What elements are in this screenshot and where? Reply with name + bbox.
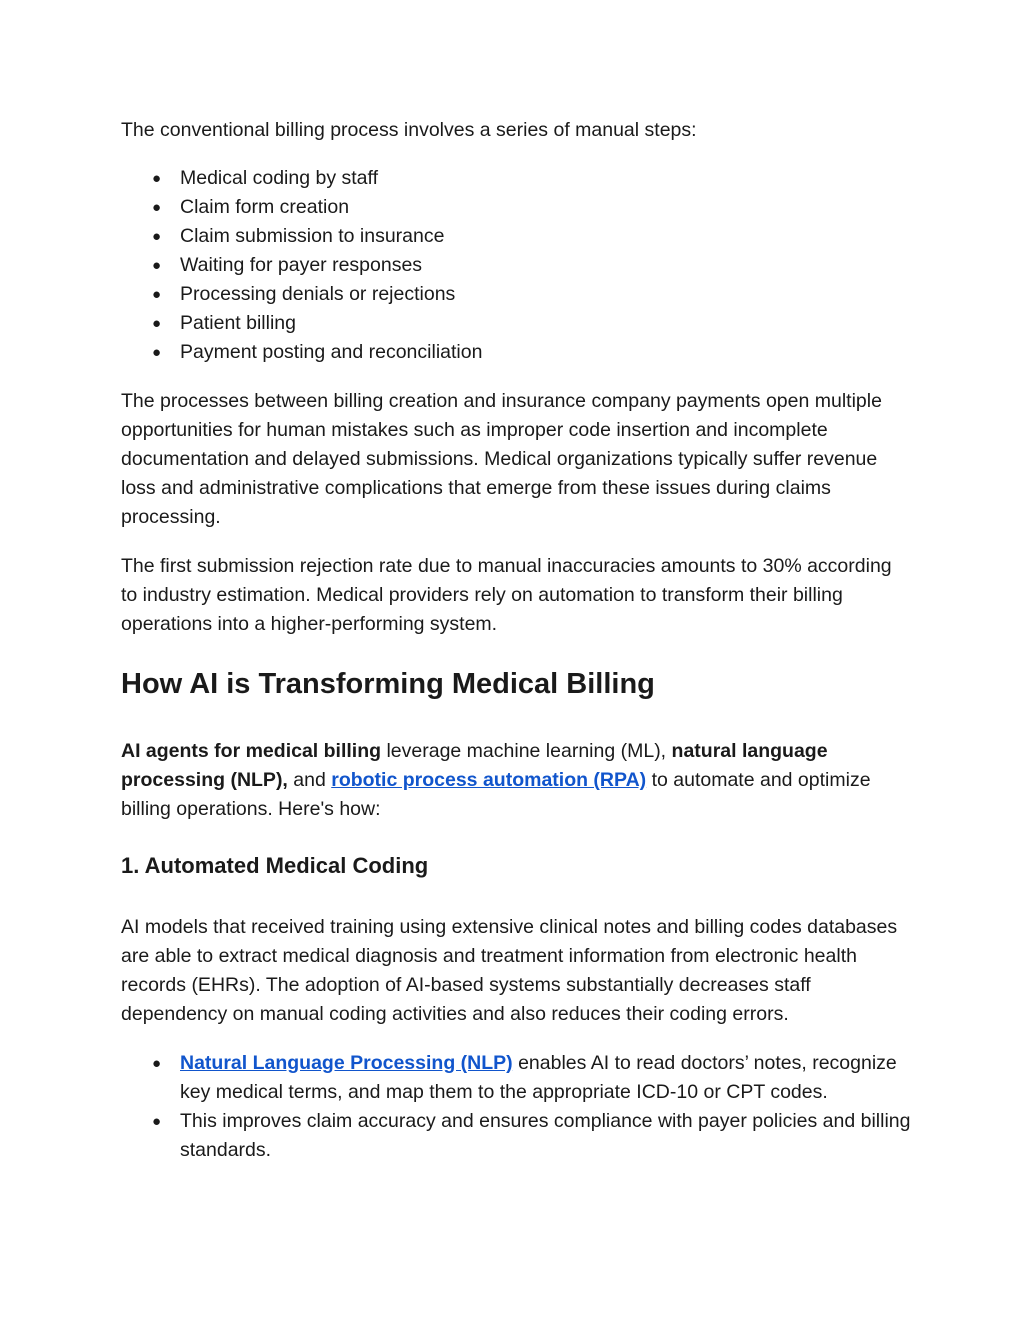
coding-paragraph: AI models that received training using extensive clinical notes and billing codes databases are able to extract medical diagnosis and treatment information from electronic health records (EHRs). The adoption of AI-based systems substantially decreases staff dependency on manual coding activities and also reduces their coding errors.	[121, 916, 898, 1025]
section-heading: How AI is Transforming Medical Billing	[121, 668, 655, 700]
list-item: ● Patient billing	[121, 309, 911, 338]
subsection-heading: 1. Automated Medical Coding	[121, 853, 429, 878]
list-item: ● Claim form creation	[121, 193, 911, 222]
bullet-icon: ●	[152, 1055, 162, 1072]
list-item: ● Natural Language Processing (NLP) enables AI to read doctors’ notes, recognize key medical terms, and map them to the appropriate ICD-10 or CPT codes.	[121, 1049, 911, 1107]
bullet-icon: ●	[152, 257, 162, 274]
bullet-icon: ●	[152, 199, 162, 216]
bullet-icon: ●	[152, 315, 162, 332]
list-item: ● This improves claim accuracy and ensures compliance with payer policies and billing standards.	[121, 1107, 911, 1165]
rpa-link[interactable]: robotic process automation (RPA)	[331, 769, 647, 791]
list-item: ● Payment posting and reconciliation	[121, 338, 911, 367]
bold-nlp: natural language processing (NLP),	[121, 740, 828, 791]
document-content	[121, 116, 911, 1185]
manual-steps-list	[121, 164, 911, 367]
bold-ai-agents: AI agents for medical billing	[121, 740, 382, 762]
bullet-icon: ●	[152, 286, 162, 303]
billing-issues-paragraph: The processes between billing creation and insurance company payments open multiple opportunities for human mistakes such as improper code insertion and incomplete documentation and delayed submissions. Medical organizations typically suffer revenue loss and administrative complications that emerge from these issues during claims processing.	[121, 390, 882, 528]
nlp-link[interactable]: Natural Language Processing (NLP)	[180, 1052, 513, 1074]
bullet-icon: ●	[152, 344, 162, 361]
coding-bullets-list	[121, 1049, 911, 1165]
bullet-icon: ●	[152, 170, 162, 187]
bullet-icon: ●	[152, 228, 162, 245]
ai-agents-paragraph: AI agents for medical billing leverage machine learning (ML), natural language processing (NLP), and robotic process automation (RPA) to automate and optimize billing operations. Here's how:	[121, 740, 871, 820]
list-item: ● Processing denials or rejections	[121, 280, 911, 309]
list-item: ● Medical coding by staff	[121, 164, 911, 193]
list-item: ● Waiting for payer responses	[121, 251, 911, 280]
bullet-icon: ●	[152, 1113, 162, 1130]
list-item: ● Claim submission to insurance	[121, 222, 911, 251]
rejection-rate-paragraph: The first submission rejection rate due to manual inaccuracies amounts to 30% according to industry estimation. Medical providers rely on automation to transform their billing operations into a higher-performing system.	[121, 555, 892, 635]
intro-paragraph: The conventional billing process involves a series of manual steps:	[121, 119, 697, 141]
